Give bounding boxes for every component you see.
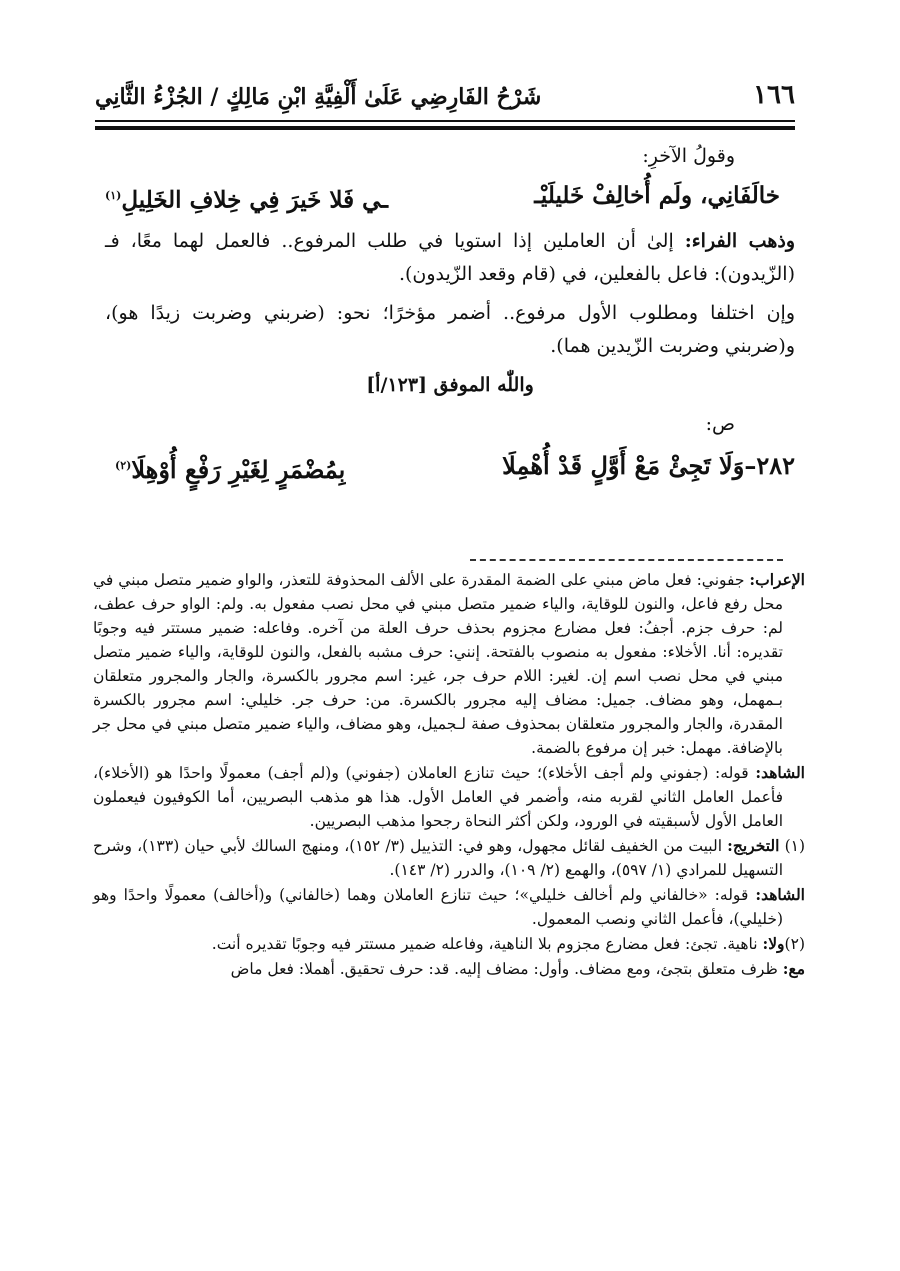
verse-line [105,179,780,217]
main-text [105,140,795,486]
verse-first-hemistich: خالَفَانِي، ولَم أُخالِفْ خَليلَيْـ [534,182,780,209]
footnote-2-continued: مع: ظرف متعلق بتجئ، ومع مضاف. وأول: مضاف إليه. قد: حرف تحقيق. أهملا: فعل ماض [230,959,805,978]
folio-ref: [١٢٣/أ] [366,373,428,396]
page-number: ١٦٦ [753,80,795,110]
farra-keyword: وذهب الفراء: [684,229,795,252]
footnote-irab: الإعراب: جفوني: فعل ماض مبني على الضمة المقدرة على الألف المحذوفة للتعذر، والواو ضمير متصل مبني في محل رفع فاعل، والنون للوقاية، والياء ضمير متصل مبني في محل نصب مفعول به. ولم: الواو حرف عطف، لم: حرف جزم. أجفُ: فعل مضارع مجزوم بحذف حرف العلة من آخره. وفاعله: ضمير مستتر فيه وجوبًا تقديره: أنا. الأخلاء: مفعول به منصوب بالفتحة. إنني: حرف مشبه بالفعل، والنون للوقاية، والياء ضمير متصل مبني في محل نصب اسم إن. لغير: اللام حرف جر، غير: اسم مجرور بالكسرة، والجار والمجرور متعلقان بـمهمل، وهو مضاف. جميل: مضاف إليه مجرور بالكسرة. من: حرف جر. خليلي: اسم مجرور بالكسرة المقدرة، والجار والمجرور متعلقان بمحذوف صفة لـجميل، وهو مضاف، والياء ضمير متصل مبني في محل جر بالإضافة. مهمل: خبر إن مرفوع بالضمة. [93,570,805,757]
alfiyya-verse [105,449,795,486]
footnote-2: (٢)ولا: ناهية. تجئ: فعل مضارع مجزوم بلا الناهية، وفاعله ضمير مستتر فيه وجوبًا تقديره أنت. [211,934,805,953]
verse-second-hemistich: ـي فَلا خَيرَ فِي خِلافِ الخَلِيلِ$^{(١)}$ [105,186,389,214]
footnote-mark-2: (٢) [115,458,132,472]
footnotes [93,568,805,982]
header-rule-thick [95,126,795,130]
footnote-separator [470,559,783,561]
verse-number: ٢٨٢– [744,450,795,480]
header-rule-thin [95,120,795,122]
paragraph-ikhtilaf: وإن اختلفا ومطلوب الأول مرفوع.. أضمر مؤخرًا؛ نحو: (ضربني وضربت زيدًا هو)، و(ضربني وضربت الزّيدين هما). [105,301,795,357]
running-title: شَرْحُ الفَارِضِي عَلَىٰ أَلْفِيَّةِ ابْنِ مَالِكٍ / الجُزْءُ الثَّانِي [95,84,542,110]
footnote-shahid-1: الشاهد: قوله: (جفوني ولم أجف الأخلاء)؛ حيث تنازع العاملان (جفوني) و(لم أجف) معمولًا واحدًا هو (الأخلاء)، فأعمل العامل الثاني لقربه منه، وأضمر في العامل الأول. هذا هو مذهب البصريين، أما الكوفيون فيعملون العامل الأول لأسبقيته في الورود، ولكن أكثر النحاة رجحوا مذهب البصريين. [93,763,805,830]
footnote-1: (١) التخريج: البيت من الخفيف لقائل مجهول، وهو في: التذييل (٣/ ١٥٢)، ومنهج السالك لأبي حيان (١٣٣)، وشرح التسهيل للمرادي (١/ ٥٩٧)، والهمع (٢/ ١٠٩)، والدرر (٢/ ١٤٣). [93,836,806,879]
intro-line: وقولُ الآخرِ: [642,145,735,167]
footnote-mark-1: (١) [105,189,122,202]
page-header [95,66,795,126]
alfiyya-first-hemistich: ٢٨٢–وَلَا تَجِئْ مَعْ أَوَّلٍ قَدْ أُهْمِلَا [502,450,795,480]
sad-label: ص: [705,412,735,435]
footnote-shahid-2: الشاهد: قوله: «خالفاني ولم أخالف خليلي»؛ حيث تنازع العاملان وهما (خالفاني) و(أخالف) معمولًا واحدًا وهو (خليلي)، فأعمل الثاني ونصب المعمول. [93,885,805,928]
alfiyya-second-hemistich: بِمُضْمَرٍ لِغَيْرِ رَفْعٍ أُوْهِلَا$^{(٢)}$ [115,454,346,484]
paragraph-farra: وذهب الفراء: إلىٰ أن العاملين إذا استويا في طلب المرفوع.. فالعمل لهما معًا، فـ (الزّيدون): فاعل بالفعلين، في (قام وقعد الزّيدون). [105,229,795,285]
closing-line: واللّٰه الموفق [١٢٣/أ] [366,373,534,396]
